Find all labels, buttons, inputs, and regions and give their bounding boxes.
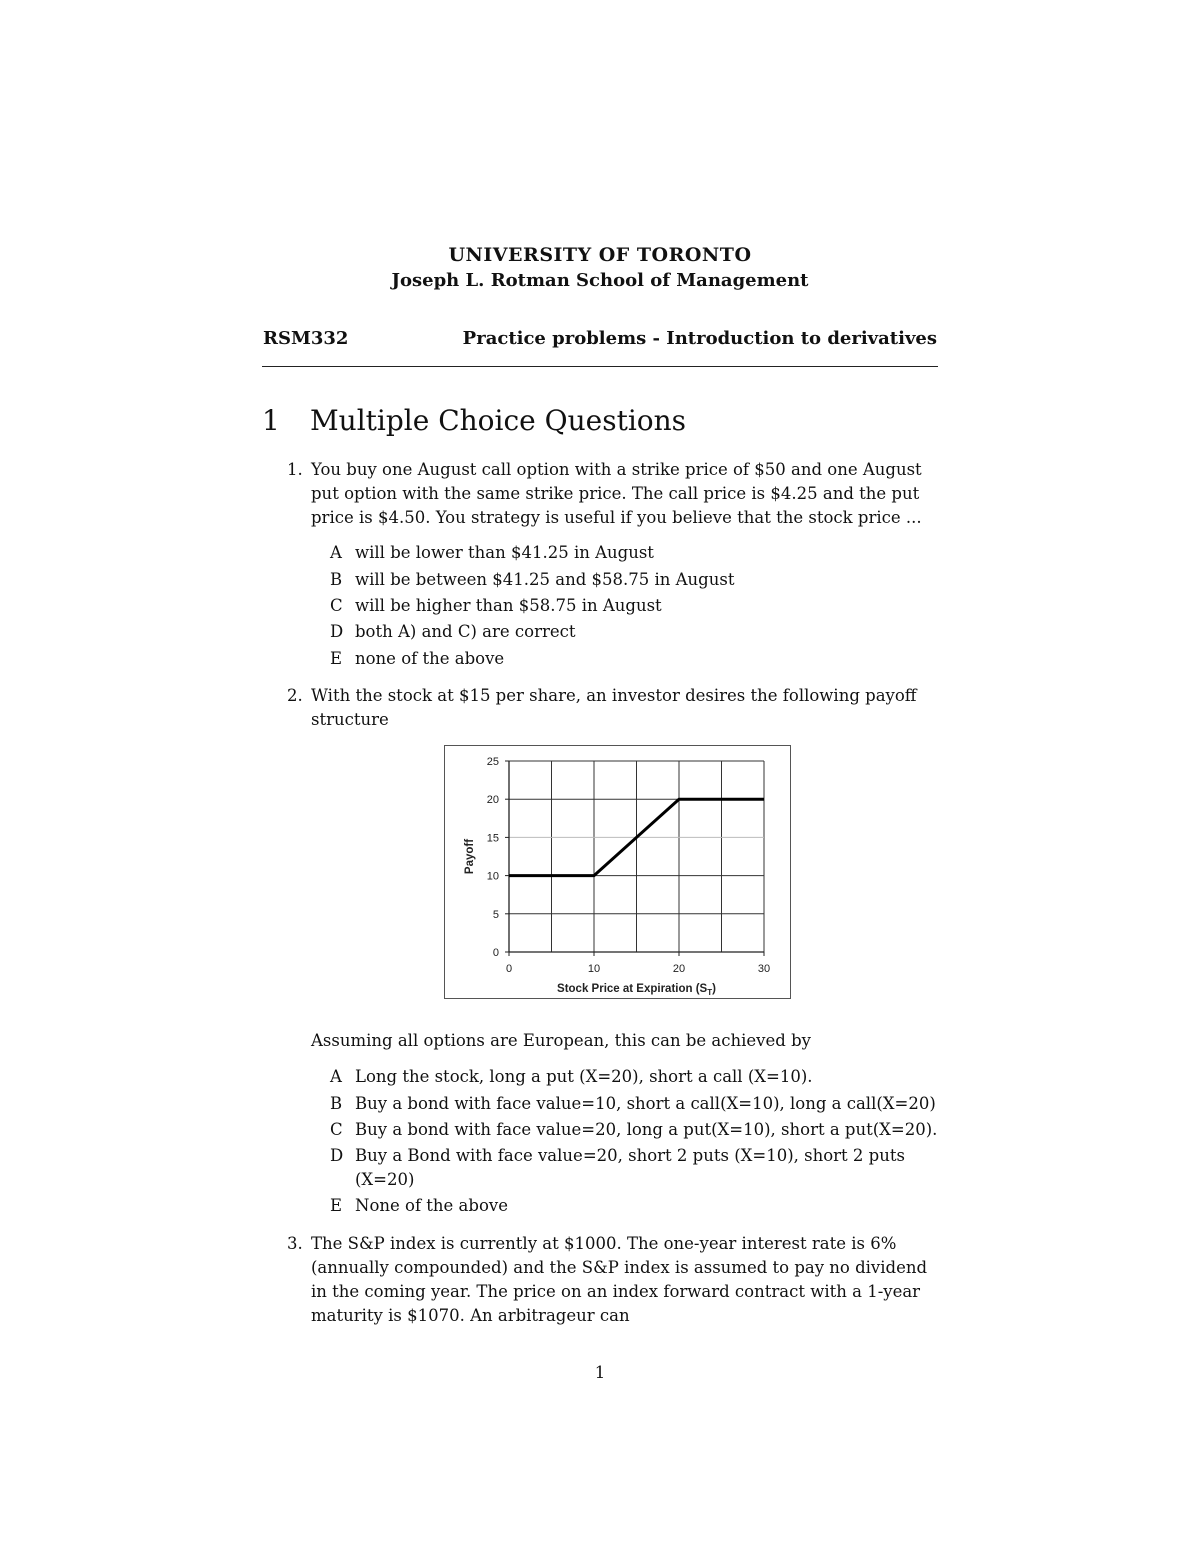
option-letter: C: [330, 596, 343, 615]
option-letter: E: [330, 649, 343, 668]
y-axis-label: Payoff: [464, 838, 476, 875]
school-name: Joseph L. Rotman School of Management: [391, 270, 809, 291]
option-text: none of the above: [355, 649, 505, 668]
option-text: will be lower than $41.25 in August: [355, 543, 654, 562]
option-letter: E: [330, 1196, 343, 1215]
x-tick-label: 20: [672, 963, 686, 975]
question-text-line: The S&P index is currently at $1000. The one-year interest rate is 6%: [311, 1234, 897, 1253]
option-letter: C: [330, 1120, 343, 1139]
option-text: both A) and C) are correct: [355, 622, 576, 641]
question-text-line: You buy one August call option with a strike price of $50 and one August: [311, 460, 922, 479]
y-tick-label: 20: [486, 794, 499, 807]
y-tick-label: 15: [486, 832, 499, 845]
y-tick-label: 25: [486, 756, 499, 768]
option-letter: D: [330, 622, 344, 641]
payoff-chart: [444, 745, 791, 999]
question-text-line: With the stock at $15 per share, an investor desires the following payoff: [311, 686, 917, 705]
university-name: UNIVERSITY OF TORONTO: [448, 244, 752, 266]
option-letter: A: [330, 543, 342, 562]
question-text-line: put option with the same strike price. The call price is $4.25 and the put: [311, 484, 920, 503]
x-axis-label: Stock Price at Expiration $(S_T)$: [557, 983, 716, 997]
document-subtitle: Practice problems - Introduction to derivatives: [462, 328, 937, 349]
option-letter: D: [330, 1146, 344, 1165]
option-letter: B: [330, 570, 343, 589]
question-text-line: (annually compounded) and the S&P index is assumed to pay no dividend: [311, 1258, 928, 1277]
option-text: Buy a bond with face value=10, short a call(X=10), long a call(X=20): [355, 1094, 936, 1113]
option-letter: A: [330, 1067, 342, 1086]
question-text-line: structure: [311, 710, 389, 729]
header-rule: [262, 366, 938, 367]
y-tick-label: 10: [486, 870, 499, 883]
x-tick-label: 10: [587, 963, 601, 975]
option-text: Long the stock, long a put (X=20), short a call (X=10).: [355, 1067, 813, 1086]
page-number: 1: [594, 1363, 606, 1382]
y-tick-label: 5: [492, 908, 499, 921]
question-followup-text: Assuming all options are European, this can be achieved by: [311, 1031, 811, 1050]
option-text: will be between $41.25 and $58.75 in August: [355, 570, 735, 589]
question-number: 3.: [287, 1234, 303, 1253]
section-title: Multiple Choice Questions: [310, 404, 687, 437]
option-text: Buy a Bond with face value=20, short 2 puts (X=10), short 2 puts: [355, 1146, 905, 1165]
y-tick-label: 0: [492, 947, 499, 959]
question-number: 2.: [287, 686, 303, 705]
payoff-chart-svg: [445, 746, 790, 998]
question-text-line: in the coming year. The price on an index forward contract with a 1-year: [311, 1282, 921, 1301]
option-letter: B: [330, 1094, 343, 1113]
option-text: Buy a bond with face value=20, long a put(X=10), short a put(X=20).: [355, 1120, 938, 1139]
x-tick-label: 30: [757, 963, 771, 975]
course-code: RSM332: [263, 328, 349, 349]
question-text-line: maturity is $1070. An arbitrageur can: [311, 1306, 630, 1325]
x-tick-label: 0: [505, 963, 513, 975]
question-number: 1.: [287, 460, 303, 479]
option-text: None of the above: [355, 1196, 508, 1215]
option-text: will be higher than $58.75 in August: [355, 596, 662, 615]
option-text-continued: (X=20): [355, 1170, 415, 1189]
question-text-line: price is $4.50. You strategy is useful if you believe that the stock price ...: [311, 508, 922, 527]
section-number: 1: [262, 404, 280, 437]
